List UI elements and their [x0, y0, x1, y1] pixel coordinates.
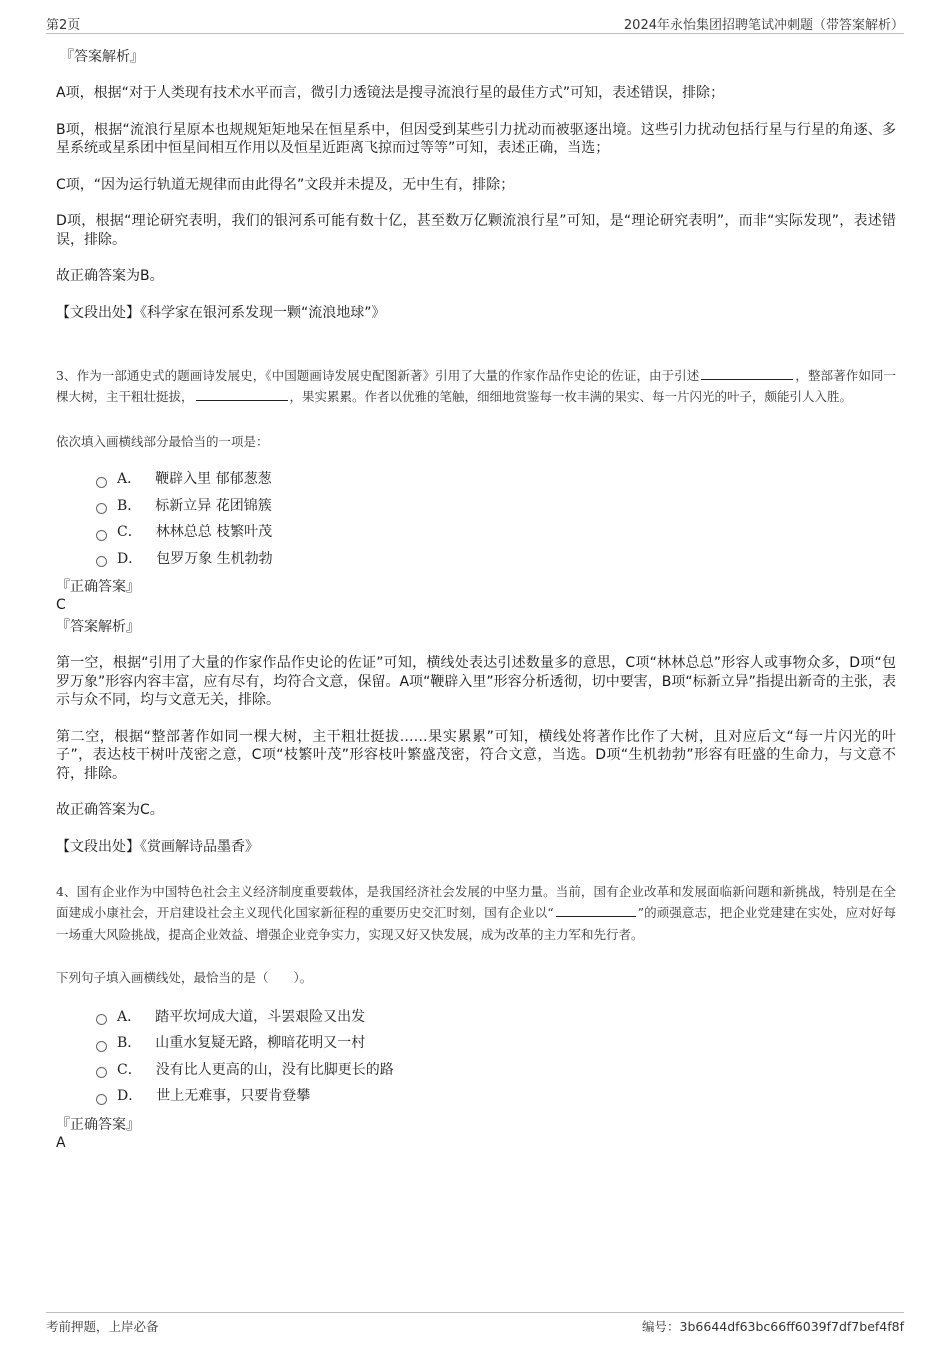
q3-question-text	[56, 365, 896, 408]
q4-options	[96, 1004, 896, 1110]
q3-blank-1	[701, 367, 793, 380]
page-content	[56, 46, 896, 1152]
radio-icon[interactable]	[96, 556, 107, 567]
q3-option-b[interactable]: B． 标新立异 花团锦簇	[96, 493, 896, 520]
radio-icon[interactable]	[96, 1067, 107, 1078]
radio-icon[interactable]	[96, 1041, 107, 1052]
q3-text-part1: 3、作为一部通史式的题画诗发展史，《中国题画诗发展史配图新著》引用了大量的作家作品作史论的佐证，由于引述	[56, 367, 700, 383]
q4-option-a[interactable]: A． 踏平坎坷成大道，斗罢艰险又出发	[96, 1004, 896, 1031]
q4-question-text	[56, 881, 896, 946]
q3-text-part2: ，整部著作如同一棵大树，主干粗壮挺拔，	[56, 367, 896, 404]
radio-icon[interactable]	[96, 477, 107, 488]
q2-analysis-d: D项，根据“理论研究表明，我们的银河系可能有数十亿，甚至数万亿颗流浪行星”可知，是“理论研究表明”，而非“实际发现”，表述错误，排除。	[56, 213, 896, 248]
q3-correct-title: 『正确答案』	[56, 579, 140, 595]
q2-analysis-title: 『答案解析』	[60, 49, 144, 65]
radio-icon[interactable]	[96, 530, 107, 541]
q3-correct-answer: C	[56, 597, 66, 613]
radio-icon[interactable]	[96, 503, 107, 514]
q3-options	[96, 466, 896, 572]
radio-icon[interactable]	[96, 1094, 107, 1105]
q4-option-c[interactable]: C． 没有比人更高的山，没有比脚更长的路	[96, 1057, 896, 1084]
footer-slogan: 考前押题，上岸必备	[46, 1319, 159, 1334]
q2-analysis-a: A项，根据“对于人类现有技术水平而言，微引力透镜法是搜寻流浪行星的最佳方式”可知，表述错误，排除；	[56, 85, 725, 101]
q2-analysis-c: C项，“因为运行轨道无规律而由此得名”文段并未提及，无中生有，排除；	[56, 176, 515, 193]
q4-text-part1: 4、国有企业作为中国特色社会主义经济制度重要载体，是我国经济社会发展的中坚力量。当前，国有企业改革和发展面临新问题和新挑战，特别是在全面建成小康社会，开启建设社会主义现代化国家新征程的重要历史交汇时刻，国有企业以“	[56, 883, 896, 920]
q4-blank	[556, 904, 636, 917]
q3-option-a[interactable]: A． 鞭辟入里 郁郁葱葱	[96, 466, 896, 493]
q4-correct-title: 『正确答案』	[56, 1116, 140, 1133]
q3-source: 【文段出处】《赏画解诗品墨香》	[56, 838, 259, 855]
q3-conclusion: 故正确答案为C。	[56, 802, 164, 818]
q2-source: 【文段出处】《科学家在银河系发现一颗“流浪地球”》	[56, 304, 386, 321]
q4-text-part2: ”的顽强意志，把企业党建建在实处，应对好每一场重大风险挑战，提高企业效益、增强企业竞争实力，实现又好又快发展，成为改革的主力军和先行者。	[56, 905, 896, 942]
q3-text-part3: ，果实累累。作者以优雅的笔触，细细地赏鉴每一枚丰满的果实、每一片闪光的叶子，颇能引人入胜。	[289, 389, 853, 404]
q3-analysis-1: 第一空，根据“引用了大量的作家作品作史论的佐证”可知，横线处表达引述数量多的意思，C项“林林总总”形容人或事物众多，D项“包罗万象”形容内容丰富，应有尽有，均符合文意，保留。A项“鞭辟入里”形容分析透彻，切中要害，B项“标新立异”指提出新奇的主张，表示与众不同，均与文意无关，排除。	[56, 655, 896, 708]
q3-option-c[interactable]: C． 林林总总 枝繁叶茂	[96, 519, 896, 546]
radio-icon[interactable]	[96, 1014, 107, 1025]
q3-instruction: 依次填入画横线部分最恰当的一项是：	[56, 434, 269, 449]
page-header	[46, 14, 904, 34]
q3-blank-2	[196, 388, 288, 401]
q3-analysis-title: 『答案解析』	[56, 619, 140, 635]
q2-conclusion: 故正确答案为B。	[56, 268, 164, 284]
footer-serial: 编号：3b6644df63bc66ff6039f7df7bef4f8f	[642, 1319, 904, 1334]
q4-option-b[interactable]: B． 山重水复疑无路，柳暗花明又一村	[96, 1030, 896, 1057]
q4-option-d[interactable]: D． 世上无难事，只要肯登攀	[96, 1083, 896, 1110]
q4-instruction: 下列句子填入画横线处，最恰当的是（ ）。	[56, 969, 313, 985]
page-footer	[46, 1312, 904, 1335]
q3-analysis-2: 第二空，根据“整部著作如同一棵大树，主干粗壮挺拔……果实累累”可知，横线处将著作比作了大树，且对应后文“每一片闪光的叶子”，表达枝干树叶茂密之意，C项“枝繁叶茂”形容枝叶繁盛茂密，符合文意，当选。D项“生机勃勃”形容有旺盛的生命力，与文意不符，排除。	[56, 728, 896, 782]
document-title: 2024年永怡集团招聘笔试冲刺题（带答案解析）	[623, 18, 904, 33]
q2-analysis-b: B项，根据“流浪行星原本也规规矩矩地呆在恒星系中，但因受到某些引力扰动而被驱逐出境。这些引力扰动包括行星与行星的角逐、多星系统或星系团中恒星间相互作用以及恒星近距离飞掠而过等等”可知，表述正确，当选；	[56, 121, 896, 156]
q4-correct-answer: A	[56, 1134, 66, 1151]
page-number: 第2页	[46, 18, 81, 33]
q3-option-d[interactable]: D． 包罗万象 生机勃勃	[96, 546, 896, 573]
